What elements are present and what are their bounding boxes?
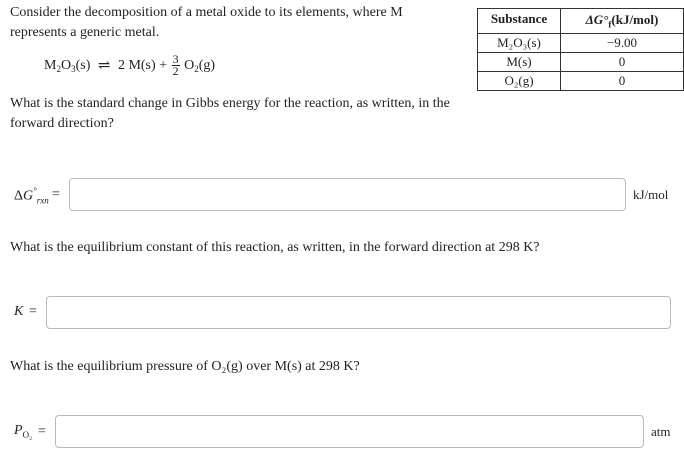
p-o2-equals: = xyxy=(38,424,46,439)
table-cell-substance: O₂(g) xyxy=(478,72,561,91)
header-substance: Substance xyxy=(478,9,561,34)
header-gibbs: $\Delta G^\circ_f(kJ/mol)$ xyxy=(561,9,684,34)
table-cell-value: 0 xyxy=(561,53,684,72)
table-cell-substance: M(s) xyxy=(478,53,561,72)
delta-g-input[interactable] xyxy=(69,178,626,211)
reactant: $M_2O_3(s)$ xyxy=(44,57,91,74)
product-oxygen: $O_2(g)$ xyxy=(184,57,216,74)
delta-g-equals: = xyxy=(52,187,60,202)
table-cell-value: −9.00 xyxy=(561,34,684,53)
stoich-fraction: $\frac{3}{2}$ xyxy=(172,52,179,78)
question-2-text: What is the equilibrium constant of this reaction, as written, in the forward direction at 298 K? xyxy=(10,240,540,255)
problem-intro: Consider the decomposition of a metal oxide to its elements, where M represents a generic metal. xyxy=(10,5,403,40)
thermo-data-table xyxy=(477,8,684,91)
delta-g-label: $\Delta G^\circ_{rxn}$ xyxy=(14,186,49,206)
k-input[interactable] xyxy=(46,296,671,329)
p-o2-label: $P_{O_2}$ xyxy=(14,423,33,440)
question-1-text: What is the standard change in Gibbs energy for the reaction, as written, in the forward direction? xyxy=(10,96,450,131)
product-metal: 2 M(s) + xyxy=(117,57,168,73)
equilibrium-arrow: ⇌ xyxy=(97,58,111,74)
reaction-equation xyxy=(44,54,215,84)
question-3-text: What is the equilibrium pressure of O₂(g) over M(s) at 298 K? xyxy=(10,359,360,374)
k-equals: = xyxy=(29,304,37,319)
p-o2-unit: atm xyxy=(651,424,671,439)
table-cell-value: 0 xyxy=(561,72,684,91)
k-label: K xyxy=(14,304,24,319)
delta-g-unit: kJ/mol xyxy=(633,187,669,202)
table-cell-substance: M₂O₃(s) xyxy=(478,34,561,53)
p-o2-input[interactable] xyxy=(55,415,644,448)
